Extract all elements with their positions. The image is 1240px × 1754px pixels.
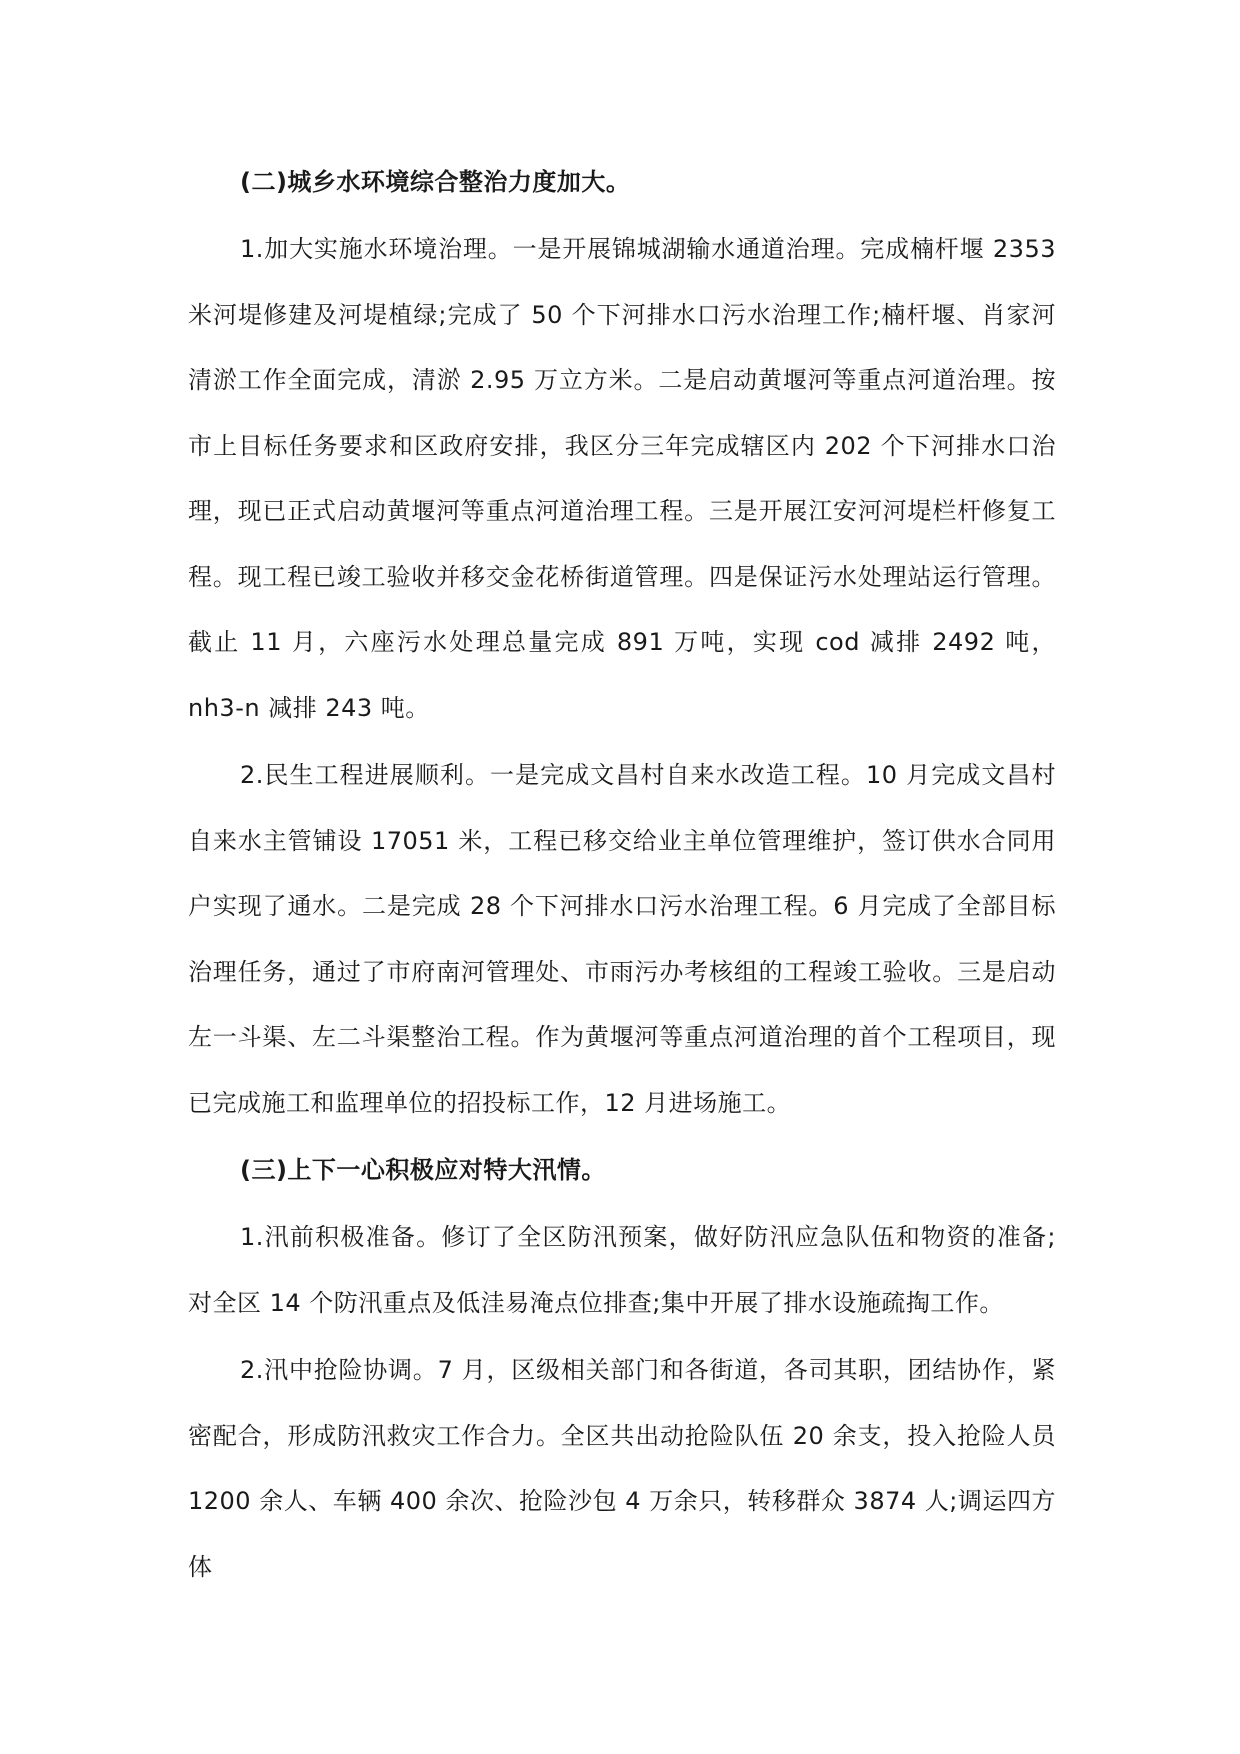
section-2-paragraph-2: 2.民生工程进展顺利。一是完成文昌村自来水改造工程。10 月完成文昌村自来水主管铺设 17051 米，工程已移交给业主单位管理维护，签订供水合同用户实现了通水。二是完成 28 个下河排水口污水治理工程。6 月完成了全部目标治理任务，通过了市府南河管理处、市雨污办考核组的工程竣工验收。三是启动左一斗渠、左二斗渠整治工程。作为黄堰河等重点河道治理的首个工程项目，现已完成施工和监理单位的招投标工作，12 月进场施工。 — [188, 761, 1056, 1117]
section-3-paragraph-1: 1.汛前积极准备。修订了全区防汛预案，做好防汛应急队伍和物资的准备;对全区 14 个防汛重点及低洼易淹点位排查;集中开展了排水设施疏掏工作。 — [188, 1223, 1056, 1317]
section-2-paragraph-1: 1.加大实施水环境治理。一是开展锦城湖输水通道治理。完成楠杆堰 2353 米河堤修建及河堤植绿;完成了 50 个下河排水口污水治理工作;楠杆堰、肖家河清淤工作全面完成，清淤 2.95 万立方米。二是启动黄堰河等重点河道治理。按市上目标任务要求和区政府安排，我区分三年完成辖区内 202 个下河排水口治理，现已正式启动黄堰河等重点河道治理工程。三是开展江安河河堤栏杆修复工程。现工程已竣工验收并移交金花桥街道管理。四是保证污水处理站运行管理。截止 11 月，六座污水处理总量完成 891 万吨，实现 cod 减排 2492 吨， nh3-n 减排 243 吨。 — [188, 235, 1056, 722]
section-2-heading: (二)城乡水环境综合整治力度加大。 — [240, 168, 631, 196]
section-3-heading: (三)上下一心积极应对特大汛情。 — [240, 1156, 606, 1184]
document-page — [188, 150, 1056, 1602]
section-3-paragraph-2: 2.汛中抢险协调。7 月，区级相关部门和各街道，各司其职，团结协作，紧密配合，形成防汛救灾工作合力。全区共出动抢险队伍 20 余支，投入抢险人员 1200 余人、车辆 400 余次、抢险沙包 4 万余只，转移群众 3874 人;调运四方体 — [188, 1356, 1056, 1581]
